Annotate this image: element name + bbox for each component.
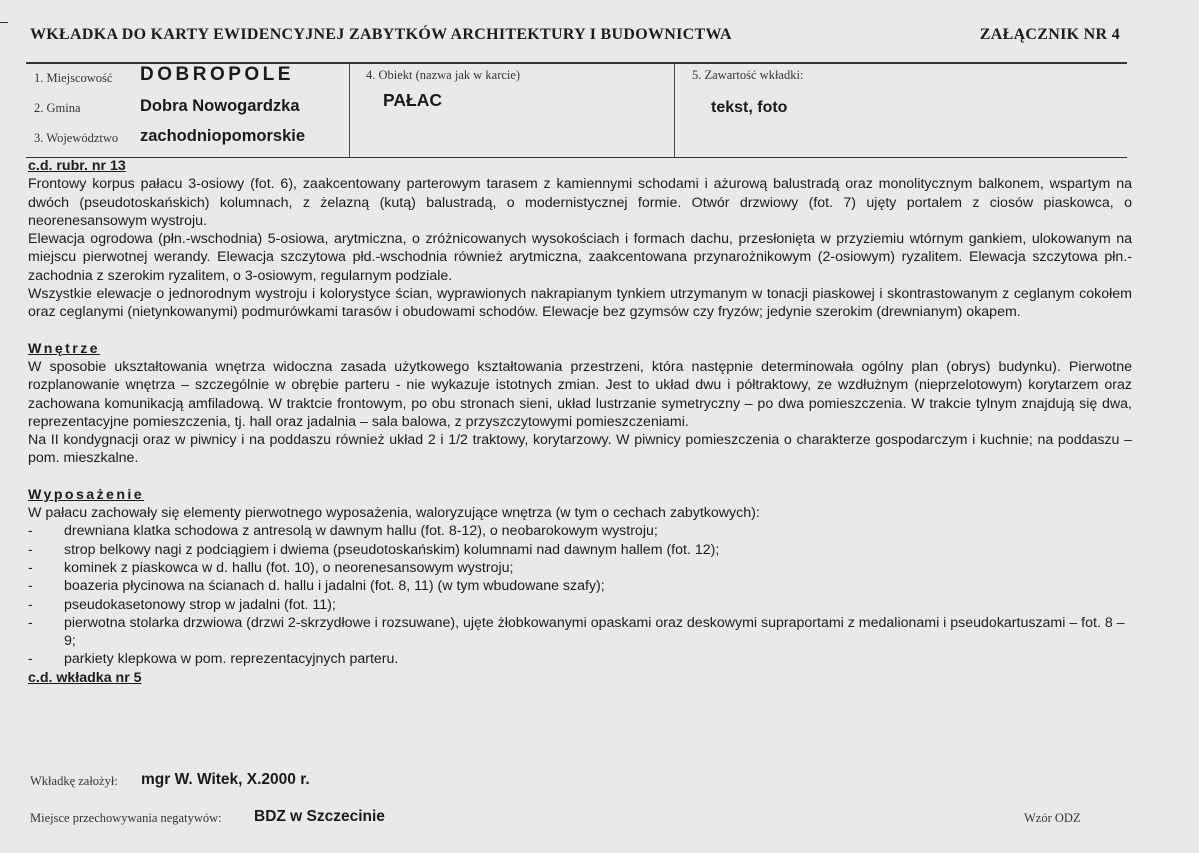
commune-label: 2. Gmina bbox=[34, 101, 81, 115]
column-divider bbox=[674, 64, 675, 157]
storage-value: BDZ w Szczecinie bbox=[254, 808, 385, 825]
list-item: - parkiety klepkowa w pom. reprezentacyjnych parteru. bbox=[28, 650, 1132, 668]
furnishing-heading: Wyposażenie bbox=[28, 486, 145, 503]
facade-paragraph: Elewacja ogrodowa (płn.-wschodnia) 5-osiowa, arytmiczna, o zróżnicowanych wysokościach i formach dachu, przesłonięta w przyziemiu wtórnym gankiem, ulokowanym na miejscu pierwotnej werandy. Elewacja szczytowa płd.-wschodnia również arytmiczna, zaakcentowana przynarożnikowym (2-osiowym) ryzalitem. Elewacja szczytowa płn.-zachodnia z szerokim ryzalitem, o 3-osiowym, regularnym podziale. bbox=[28, 231, 1132, 284]
continuation-heading: c.d. rubr. nr 13 bbox=[28, 158, 126, 174]
object-label: 4. Obiekt (nazwa jak w karcie) bbox=[366, 68, 521, 82]
document-title: WKŁADKA DO KARTY EWIDENCYJNEJ ZABYTKÓW ARCHITEKTURY I BUDOWNICTWA bbox=[30, 26, 732, 43]
contents-label: 5. Zawartość wkładki: bbox=[692, 68, 804, 82]
continuation-note: c.d. wkładka nr 5 bbox=[28, 669, 142, 686]
list-item: - kominek z piaskowca w d. hallu (fot. 10), o neorenesansowym wystroju; bbox=[28, 559, 1132, 577]
storage-label: Miejsce przechowywania negatywów: bbox=[30, 811, 222, 825]
column-divider bbox=[349, 64, 350, 157]
commune-value: Dobra Nowogardzka bbox=[140, 97, 300, 115]
list-item: - drewniana klatka schodowa z antresolą w dawnym hallu (fot. 8-12), o neobarokowym wystroju; bbox=[28, 522, 1132, 540]
author-value: mgr W. Witek, X.2000 r. bbox=[141, 771, 310, 788]
locality-label: 1. Miejscowość bbox=[34, 71, 113, 85]
annex-number: ZAŁĄCZNIK NR 4 bbox=[979, 26, 1120, 43]
list-item: - strop belkowy nagi z podciągiem i dwiema (pseudotoskańskim) kolumnami nad dawnym hallem (fot. 12); bbox=[28, 541, 1132, 559]
facade-paragraph: Frontowy korpus pałacu 3-osiowy (fot. 6), zaakcentowany parterowym tarasem z kamiennymi schodami i ażurową balustradą oraz monolitycznym balkonem, wspartym na dwóch (pseudotoskańskich) kolumnach, z żelazną (kutą) balustradą, o modernistycznej formie. Otwór drzwiowy (fot. 7) ujęty portalem z ciosów piaskowca, o neorenesansowym wystroju. bbox=[28, 176, 1132, 229]
document-header bbox=[30, 26, 1120, 48]
interior-paragraph: W sposobie ukształtowania wnętrza widoczna zasada użytkowego kształtowania przestrzeni, która następnie determinowała ogólny plan (obrys) budynku). Pierwotne rozplanowanie wnętrza – szczególnie w obrębie parteru - nie wykazuje istotnych zmian. Jest to układ dwu i półtraktowy, ze wzdłużnym (nieprzelotowym) korytarzem oraz zachowana komunikacją amfiladową. W traktcie frontowym, po obu stronach sieni, układ lustrzanie symetryczny – po dwa pomieszczenia. W trakcie tylnym znajdują się dwa, reprezentacyjne pomieszczenia, tj. hall oraz jadalnia – sala balowa, z przyszczytowymi pomieszczeniami. bbox=[28, 358, 1132, 430]
list-item: - pierwotna stolarka drzwiowa (drzwi 2-skrzydłowe i rozsuwane), ujęte żłobkowanymi opaskami oraz deskowymi supraportami z medalionami i pseudokartuszami – fot. 8 – 9; bbox=[28, 614, 1132, 651]
voivodeship-value: zachodniopomorskie bbox=[140, 127, 306, 145]
list-item: - pseudokasetonowy strop w jadalni (fot. 11); bbox=[28, 596, 1132, 614]
furnishing-list bbox=[28, 522, 1132, 668]
author-label: Wkładkę założył: bbox=[30, 774, 118, 788]
form-fields-box bbox=[26, 62, 1127, 158]
furnishing-intro: W pałacu zachowały się elementy pierwotnego wyposażenia, waloryzujące wnętrza (w tym o cechach zabytkowych): bbox=[28, 505, 760, 522]
margin-tick bbox=[0, 22, 8, 23]
locality-value: DOBROPOLE bbox=[140, 64, 294, 85]
interior-heading: Wnętrze bbox=[28, 340, 100, 357]
voivodeship-label: 3. Województwo bbox=[34, 131, 119, 145]
contents-value: tekst, foto bbox=[711, 99, 788, 116]
interior-paragraph: Na II kondygnacji oraz w piwnicy i na poddaszu również układ 2 i 1/2 traktowy, korytarzowy. W piwnicy pomieszczenia o charakterze gospodarczym i kuchnie; na poddaszu – pom. mieszkalne. bbox=[28, 432, 1132, 467]
list-item: - boazeria płycinowa na ścianach d. hallu i jadalni (fot. 8, 11) (w tym wbudowane szafy); bbox=[28, 577, 1132, 595]
facade-paragraph: Wszystkie elewacje o jednorodnym wystroju i kolorystyce ścian, wyprawionych nakrapianym tynkiem utrzymanym w tonacji piaskowej i skontrastowanym z ceglanym cokołem oraz ceglanymi (nietynkowanymi) podmurówkami tarasów i obudowami schodów. Elewacje bez gzymsów czy fryzów; jedynie szerokim (drewnianym) okapem. bbox=[28, 286, 1132, 321]
template-label: Wzór ODZ bbox=[1024, 811, 1081, 825]
object-value: PAŁAC bbox=[383, 90, 442, 110]
document-body bbox=[28, 157, 1132, 687]
